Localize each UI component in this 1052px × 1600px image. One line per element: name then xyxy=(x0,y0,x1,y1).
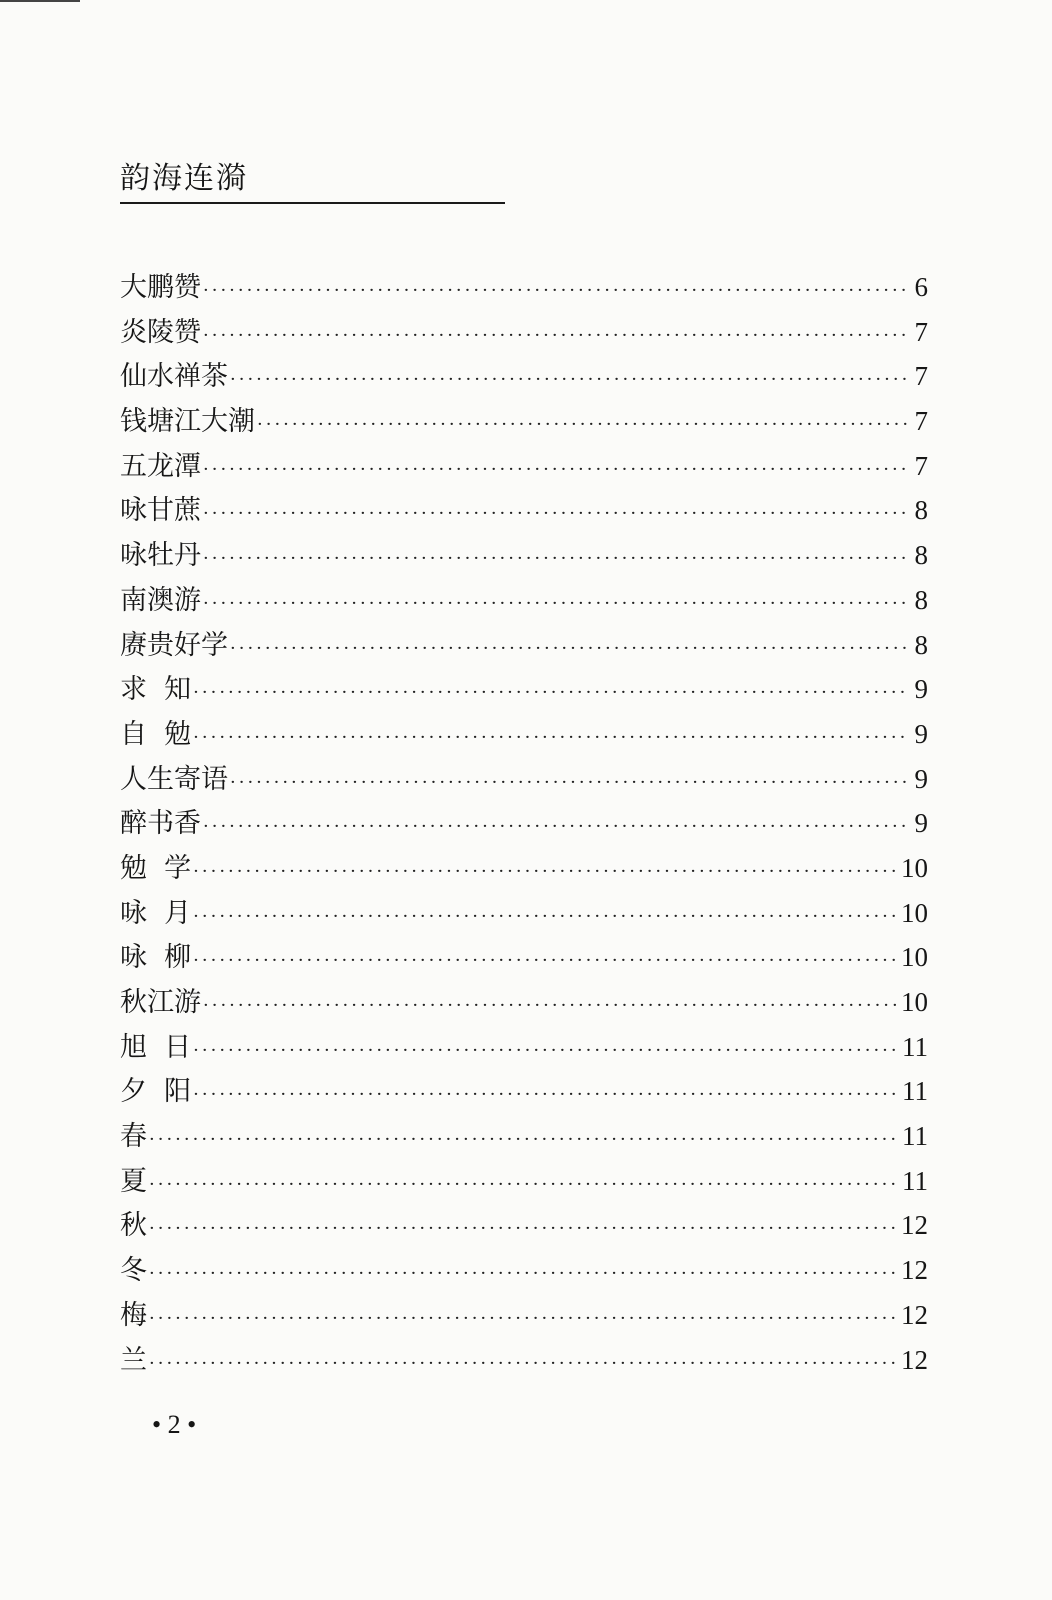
toc-entry-title: 秋 xyxy=(120,1210,147,1242)
dot-leader xyxy=(203,984,899,1028)
dot-leader xyxy=(203,537,908,581)
toc-entry-page-number: 10 xyxy=(901,987,928,1017)
toc-entry-title: 春 xyxy=(120,1121,147,1153)
toc-entry-page-number: 7 xyxy=(914,450,928,481)
toc-entry-page-number: 11 xyxy=(902,1076,928,1107)
toc-entry xyxy=(120,578,928,623)
dot-leader xyxy=(149,1163,900,1207)
toc-entry-page-number: 9 xyxy=(914,763,928,794)
toc-entry-page-number: 7 xyxy=(914,406,928,437)
toc-entry xyxy=(120,980,928,1025)
running-head: 韵海连漪 xyxy=(120,160,505,204)
toc-entry xyxy=(120,667,928,712)
toc-entry-title: 钱塘江大潮 xyxy=(120,406,255,438)
toc-entry-page-number: 9 xyxy=(914,674,928,705)
toc-entry-page-number: 10 xyxy=(901,942,928,973)
dot-leader xyxy=(230,761,908,805)
toc-entry-title: 咏 柳 xyxy=(120,942,192,974)
toc-entry-title: 赓贵好学 xyxy=(120,629,228,661)
dot-leader xyxy=(230,358,908,402)
toc-entry-page-number: 7 xyxy=(914,361,928,392)
toc-entry xyxy=(120,354,928,399)
table-of-contents xyxy=(120,265,928,1382)
dot-leader xyxy=(149,1252,899,1296)
toc-entry-title: 咏牡丹 xyxy=(120,540,201,572)
toc-entry xyxy=(120,712,928,757)
toc-entry-page-number: 10 xyxy=(901,897,928,928)
toc-entry xyxy=(120,444,928,489)
toc-entry xyxy=(120,265,928,310)
dot-leader xyxy=(203,448,908,492)
toc-entry xyxy=(120,801,928,846)
page-number: • 2 • xyxy=(152,1410,197,1439)
toc-entry xyxy=(120,623,928,668)
dot-leader xyxy=(203,582,908,626)
toc-entry-title: 求 知 xyxy=(120,674,192,706)
toc-entry-page-number: 12 xyxy=(901,1210,928,1241)
toc-entry-page-number: 10 xyxy=(901,852,928,883)
toc-entry-page-number: 11 xyxy=(902,1165,928,1196)
toc-entry-page-number: 8 xyxy=(914,584,928,615)
toc-entry-title: 勉 学 xyxy=(120,852,192,884)
dot-leader xyxy=(149,1297,899,1341)
toc-entry xyxy=(120,1114,928,1159)
toc-entry xyxy=(120,399,928,444)
toc-entry-title: 旭 日 xyxy=(120,1031,192,1063)
dot-leader xyxy=(193,895,899,939)
toc-entry-page-number: 6 xyxy=(914,272,928,302)
toc-entry-title: 冬 xyxy=(120,1255,147,1287)
toc-entry-title: 人生寄语 xyxy=(120,763,228,795)
toc-entry-title: 仙水禅茶 xyxy=(120,361,228,393)
dot-leader xyxy=(193,716,908,760)
toc-entry-title: 夕 阳 xyxy=(120,1076,192,1108)
toc-entry-page-number: 12 xyxy=(901,1344,928,1375)
toc-entry-page-number: 12 xyxy=(901,1299,928,1330)
toc-entry-page-number: 8 xyxy=(914,629,928,660)
toc-entry-page-number: 9 xyxy=(914,718,928,749)
toc-entry-page-number: 12 xyxy=(901,1255,928,1286)
dot-leader xyxy=(149,1342,899,1386)
toc-entry xyxy=(120,891,928,936)
toc-entry xyxy=(120,1338,928,1383)
toc-entry xyxy=(120,846,928,891)
dot-leader xyxy=(193,850,899,894)
toc-entry-title: 夏 xyxy=(120,1165,147,1197)
dot-leader xyxy=(193,939,899,983)
toc-entry-title: 醉书香 xyxy=(120,808,201,840)
toc-entry-page-number: 11 xyxy=(902,1121,928,1152)
toc-entry xyxy=(120,935,928,980)
toc-entry-title: 梅 xyxy=(120,1299,147,1331)
toc-entry-page-number: 7 xyxy=(914,316,928,347)
dot-leader xyxy=(193,1029,900,1073)
toc-entry-title: 南澳游 xyxy=(120,584,201,616)
dot-leader xyxy=(203,314,908,358)
toc-entry-page-number: 9 xyxy=(914,808,928,839)
dot-leader xyxy=(203,492,908,536)
toc-entry xyxy=(120,1203,928,1248)
toc-entry-title: 自 勉 xyxy=(120,718,192,750)
dot-leader xyxy=(203,805,908,849)
dot-leader xyxy=(230,627,908,671)
dot-leader xyxy=(193,671,908,715)
dot-leader xyxy=(149,1207,899,1251)
toc-entry-title: 咏 月 xyxy=(120,897,192,929)
toc-entry-page-number: 8 xyxy=(914,540,928,571)
toc-entry xyxy=(120,310,928,355)
toc-entry-page-number: 11 xyxy=(902,1031,928,1062)
toc-entry-title: 秋江游 xyxy=(120,987,201,1018)
toc-entry-title: 大鹏赞 xyxy=(120,272,201,303)
dot-leader xyxy=(203,269,908,313)
toc-entry xyxy=(120,1025,928,1070)
top-edge-rule xyxy=(0,0,80,2)
toc-entry-title: 兰 xyxy=(120,1344,147,1376)
toc-entry xyxy=(120,757,928,802)
toc-entry xyxy=(120,1248,928,1293)
dot-leader xyxy=(193,1073,900,1117)
toc-entry-title: 五龙潭 xyxy=(120,450,201,482)
dot-leader xyxy=(257,403,908,447)
toc-entry xyxy=(120,1069,928,1114)
toc-entry xyxy=(120,1159,928,1204)
dot-leader xyxy=(149,1118,900,1162)
toc-entry xyxy=(120,1293,928,1338)
toc-entry-title: 炎陵赞 xyxy=(120,316,201,348)
toc-entry xyxy=(120,533,928,578)
toc-entry-page-number: 8 xyxy=(914,495,928,526)
toc-entry-title: 咏甘蔗 xyxy=(120,495,201,527)
toc-entry xyxy=(120,488,928,533)
